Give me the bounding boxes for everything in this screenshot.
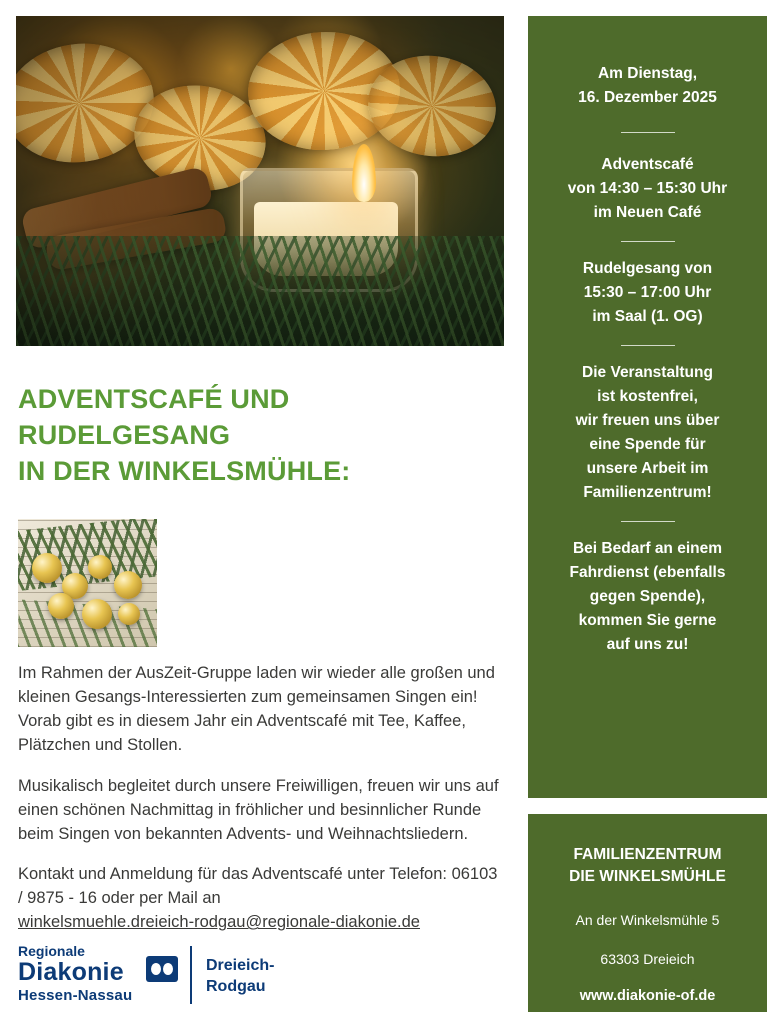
singing-time: 15:30 – 17:00 Uhr [583, 284, 712, 302]
email-link[interactable]: winkelsmuehle.dreieich-rodgau@regionale-diakonie.de [18, 913, 420, 932]
donation-line-1: Die Veranstaltung [582, 364, 713, 382]
event-date-line-1: Am Dienstag, [597, 65, 698, 82]
paragraph-contact [18, 863, 504, 935]
singing-title: Rudelgesang von [582, 260, 713, 278]
ride-line-4: kommen Sie gerne [578, 612, 717, 630]
donation-line-6: Familienzentrum! [583, 484, 712, 502]
donation-note [544, 361, 751, 505]
cafe-time: von 14:30 – 15:30 Uhr [567, 180, 728, 198]
ride-service-note [544, 537, 751, 657]
bell-icon [82, 599, 112, 629]
photo-vignette [16, 16, 504, 346]
event-date [544, 62, 751, 110]
event-date-line-2: 16. Dezember 2025 [578, 89, 717, 107]
panel-divider [621, 521, 675, 522]
panel-divider [621, 345, 675, 346]
venue-name-line-2: DIE WINKELSMÜHLE [569, 868, 726, 886]
venue-name [540, 844, 755, 889]
headline-line-1: ADVENTSCAFÉ UND [18, 384, 290, 414]
singing-details [544, 257, 751, 329]
bell-icon [114, 571, 142, 599]
cafe-location: im Neuen Café [593, 204, 702, 222]
body-copy [18, 662, 504, 935]
donation-line-2: ist kostenfrei, [597, 388, 698, 406]
cafe-details [544, 153, 751, 225]
ride-line-3: gegen Spende), [589, 588, 706, 606]
venue-street: An der Winkelsmühle 5 [575, 911, 720, 928]
bell-icon [118, 603, 140, 625]
logo-region-line-1: Dreieich- [206, 957, 275, 974]
bell-icon [32, 553, 62, 583]
ride-line-2: Fahrdienst (ebenfalls [569, 564, 726, 582]
cafe-title: Adventscafé [601, 156, 694, 174]
paragraph-music: Musikalisch begleitet durch unsere Freiwilligen, freuen wir uns auf einen schönen Nachmittag in fröhlicher und besinnlicher Runde beim Singen von bekannten Advents- und Weihnachtsliedern. [18, 776, 499, 843]
panel-divider [621, 132, 675, 133]
bell-icon [48, 593, 74, 619]
venue-name-line-1: FAMILIENZENTRUM [573, 846, 722, 863]
event-info-panel [528, 16, 767, 798]
donation-line-5: unsere Arbeit im [586, 460, 709, 478]
headline-line-3: IN DER WINKELSMÜHLE: [18, 455, 351, 486]
singing-location: im Saal (1. OG) [592, 308, 703, 326]
headline-line-2: RUDELGESANG [18, 419, 231, 450]
donation-line-3: wir freuen uns über [575, 412, 720, 430]
contact-text: Kontakt und Anmeldung für das Adventscafé unter Telefon: 06103 / 9875 - 16 oder per Mail an [18, 865, 498, 908]
logo-region-label [206, 956, 274, 998]
logo-divider [190, 946, 192, 1004]
logo-line-hessen-nassau: Hessen-Nassau [18, 986, 133, 1004]
logo-line-regionale: Regionale [18, 943, 85, 959]
hero-candle-photo [16, 16, 504, 346]
bell-icon [88, 555, 112, 579]
logo-region-line-2: Rodgau [206, 977, 266, 995]
ride-line-5: auf uns zu! [606, 636, 689, 654]
paragraph-intro: Im Rahmen der AusZeit-Gruppe laden wir wieder alle großen und kleinen Gesangs-Interessierten zum gemeinsamen Singen ein! Vorab gibt es in diesem Jahr ein Adventscafé mit Tee, Kaffee, Plätzchen und Stollen. [18, 664, 495, 754]
logo-line-diakonie: Diakonie [18, 958, 124, 987]
venue-website[interactable]: www.diakonie-of.de [579, 988, 716, 1005]
donation-line-4: eine Spende für [589, 436, 706, 454]
contact-panel [528, 814, 767, 1012]
venue-city: 63303 Dreieich [600, 950, 695, 967]
diakonie-crown-icon [146, 956, 178, 982]
ride-line-1: Bei Bedarf an einem [572, 540, 723, 558]
page-title [18, 382, 498, 490]
bells-photo [18, 519, 157, 647]
panel-divider [621, 241, 675, 242]
diakonie-logo [18, 944, 308, 1012]
